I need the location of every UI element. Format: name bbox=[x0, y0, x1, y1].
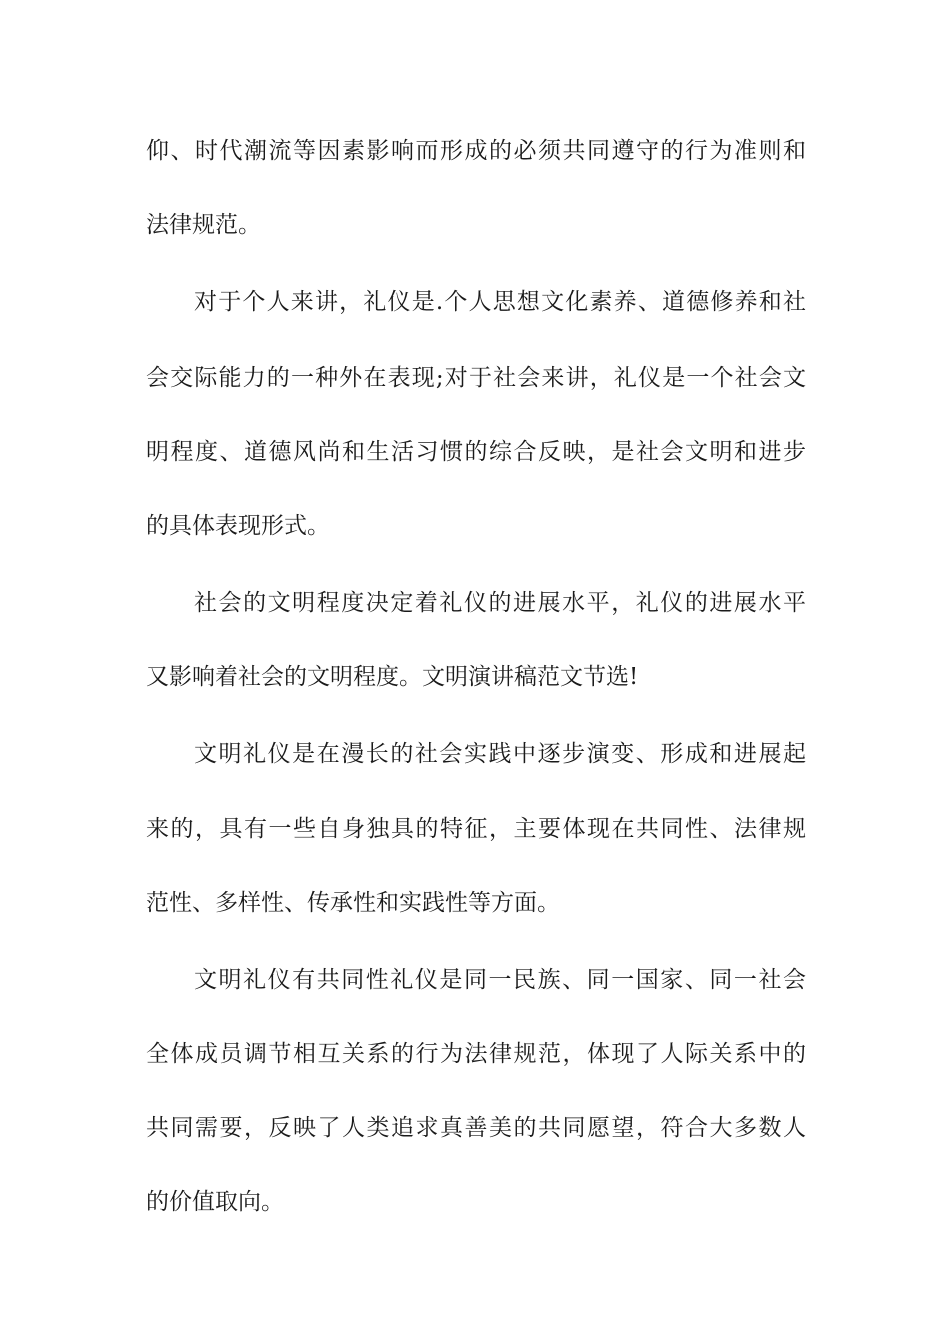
paragraph-4-line-3: 范性、多样性、传承性和实践性等方面。 bbox=[146, 890, 560, 916]
paragraph-5-line-2: 全体成员调节相互关系的行为法律规范，体现了人际关系中的 bbox=[146, 1041, 806, 1067]
paragraph-4-line-1: 文明礼仪是在漫长的社会实践中逐步演变、形成和进展起 bbox=[194, 741, 806, 767]
paragraph-3-line-1: 社会的文明程度决定着礼仪的进展水平，礼仪的进展水平 bbox=[194, 590, 806, 616]
paragraph-3-line-2: 又影响着社会的文明程度。文明演讲稿范文节选! bbox=[146, 664, 639, 690]
paragraph-1-line-2: 法律规范。 bbox=[146, 212, 261, 238]
paragraph-2-line-3: 明程度、道德风尚和生活习惯的综合反映，是社会文明和进步 bbox=[146, 439, 806, 465]
paragraph-2-line-4: 的具体表现形式。 bbox=[146, 513, 330, 539]
paragraph-4-line-2: 来的，具有一些自身独具的特征，主要体现在共同性、法律规 bbox=[146, 816, 806, 842]
paragraph-1-line-1: 仰、时代潮流等因素影响而形成的必须共同遵守的行为准则和 bbox=[146, 138, 806, 164]
paragraph-5-line-3: 共同需要，反映了人类追求真善美的共同愿望，符合大多数人 bbox=[146, 1115, 806, 1141]
paragraph-2-line-2: 会交际能力的一种外在表现;对于社会来讲，礼仪是一个社会文 bbox=[146, 365, 806, 391]
paragraph-2-line-1: 对于个人来讲，礼仪是.个人思想文化素养、道德修养和社 bbox=[194, 289, 806, 315]
paragraph-5-line-1: 文明礼仪有共同性礼仪是同一民族、同一国家、同一社会 bbox=[194, 967, 806, 993]
paragraph-5-line-4: 的价值取向。 bbox=[146, 1189, 284, 1215]
